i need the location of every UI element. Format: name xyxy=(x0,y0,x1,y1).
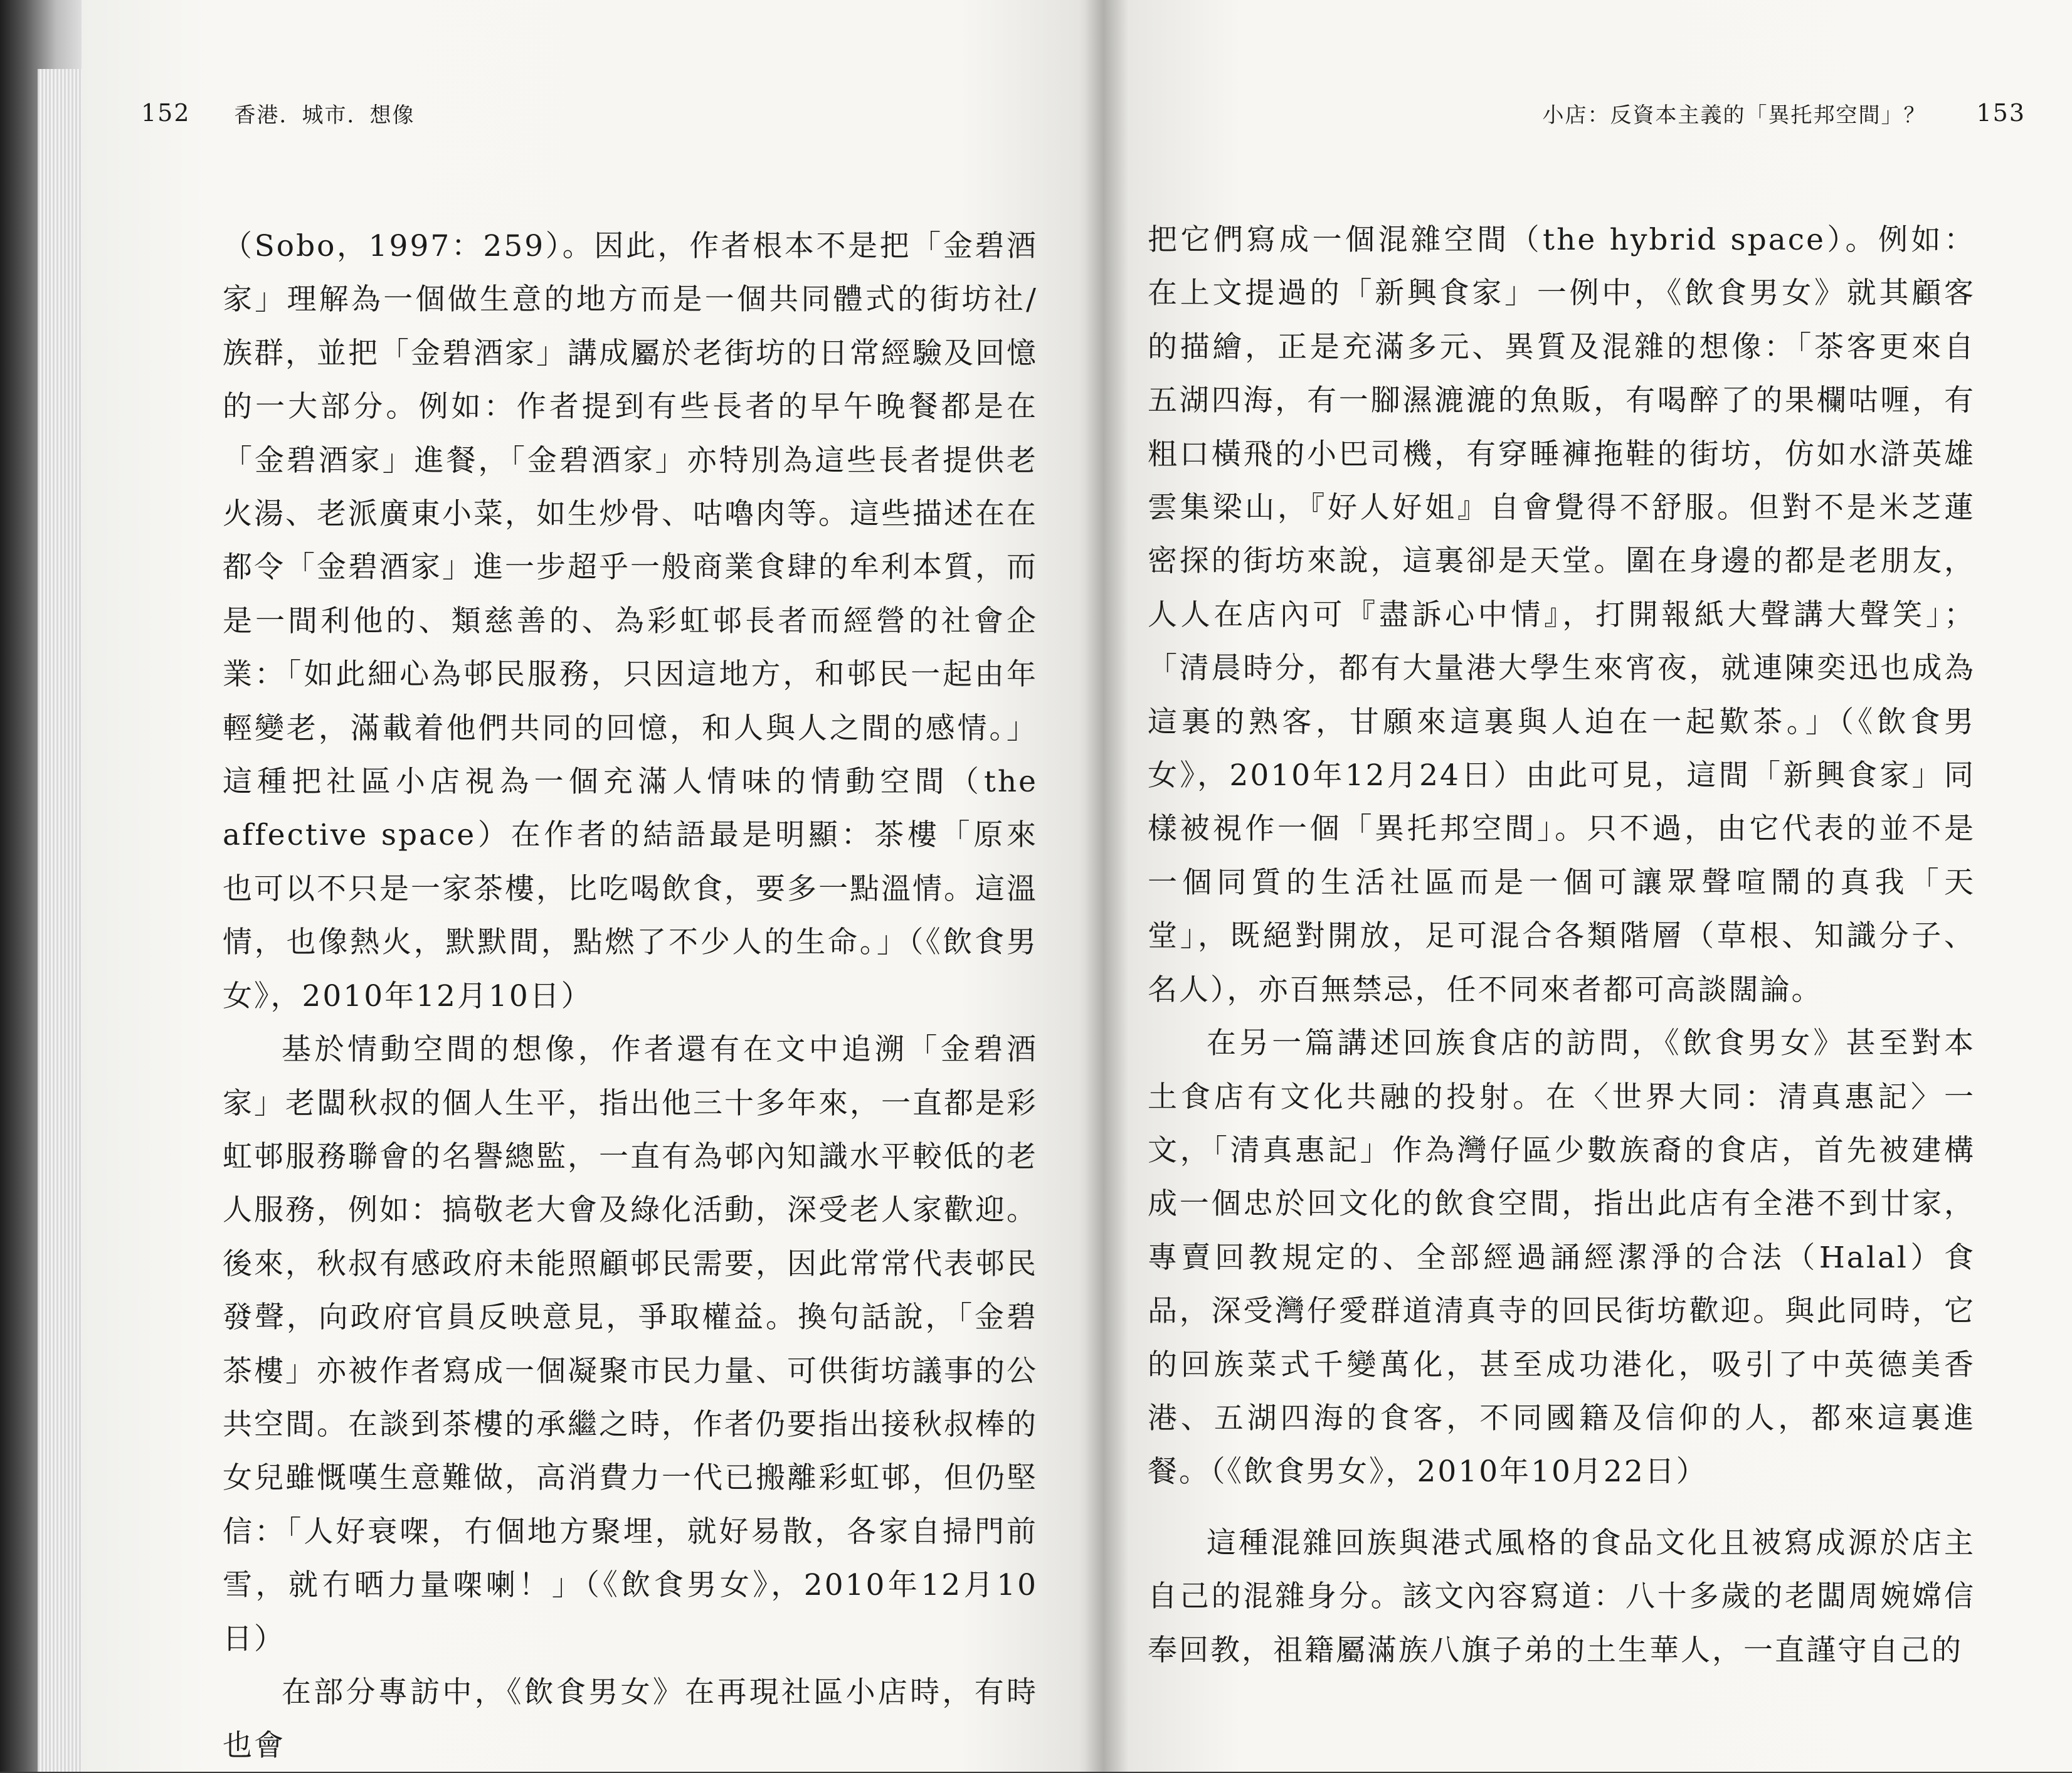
paragraph: 這種混雜回族與港式風格的食品文化且被寫成源於店主自己的混雜身分。該文內容寫道：八十多歲的老闆周婉嫦信奉回教，祖籍屬滿族八旗子弟的土生華人，一直謹守自己的 xyxy=(1148,1525,1975,1668)
right-running-title: 小店：反資本主義的「異托邦空間」？ xyxy=(1542,102,1927,128)
left-running-head xyxy=(141,93,1082,133)
left-page-number: 152 xyxy=(141,99,191,127)
paragraph: 在部分專訪中，《飲食男女》在再現社區小店時，有時也會 xyxy=(223,1675,1038,1764)
paragraph: （Sobo，1997：259）。因此，作者根本不是把「金碧酒家」理解為一個做生意的地方而是一個共同體式的街坊社/族群，並把「金碧酒家」講成屬於老街坊的日常經驗及回憶的一大部分。例如：作者提到有些長者的早午晚餐都是在「金碧酒家」進餐，「金碧酒家」亦特別為這些長者提供老火湯、老派廣東小菜，如生炒骨、咕嚕肉等。這些描述在在都令「金碧酒家」進一步超乎一般商業食肆的牟利本質，而是一間利他的、類慈善的、為彩虹邨長者而經營的社會企業：「如此細心為邨民服務，只因這地方，和邨民一起由年輕變老，滿載着他們共同的回憶，和人與人之間的感情。」這種把社區小店視為一個充滿人情味的情動空間（the affective space）在作者的結語最是明顯：茶樓「原來也可以不只是一家茶樓，比吃喝飲食，要多一點溫情。這溫情，也像熱火，默默間，點燃了不少人的生命。」（《飲食男女》，2010年12月10日） xyxy=(223,229,1038,1014)
right-body-text xyxy=(1148,213,1975,1677)
paragraph: 把它們寫成一個混雜空間（the hybrid space）。例如：在上文提過的「新興食家」一例中，《飲食男女》就其顧客的描繪，正是充滿多元、異質及混雜的想像：「茶客更來自五湖四海，有一腳濕漉漉的魚販，有喝醉了的果欄咕喱，有粗口橫飛的小巴司機，有穿睡褲拖鞋的街坊，仿如水滸英雄雲集梁山，『好人好姐』自會覺得不舒服。但對不是米芝蓮密探的街坊來說，這裏卻是天堂。圍在身邊的都是老朋友，人人在店內可『盡訴心中情』，打開報紙大聲講大聲笑」；「清晨時分，都有大量港大學生來宵夜，就連陳奕迅也成為這裏的熟客，甘願來這裏與人迫在一起歎茶。」（《飲食男女》，2010年12月24日）由此可見，這間「新興食家」同樣被視作一個「異托邦空間」。只不過，由它代表的並不是一個同質的生活社區而是一個可讓眾聲喧鬧的真我「天堂」，既絕對開放，足可混合各類階層（草根、知識分子、名人），亦百無禁忌，任不同來者都可高談闊論。 xyxy=(1148,223,1975,1007)
paragraph: 在另一篇講述回族食店的訪問，《飲食男女》甚至對本土食店有文化共融的投射。在〈世界大同：清真惠記〉一文，「清真惠記」作為灣仔區少數族裔的食店，首先被建構成一個忠於回文化的飲食空間，指出此店有全港不到廿家，專賣回教規定的、全部經過誦經潔淨的合法（Halal）食品，深受灣仔愛群道清真寺的回民街坊歡迎。與此同時，它的回族菜式千變萬化，甚至成功港化，吸引了中英德美香港、五湖四海的食客，不同國籍及信仰的人，都來這裏進餐。（《飲食男女》，2010年10月22日） xyxy=(1148,1026,1975,1490)
right-running-head xyxy=(1148,93,2026,133)
book-gutter xyxy=(1079,0,1129,1772)
paragraph: 基於情動空間的想像，作者還有在文中追溯「金碧酒家」老闆秋叔的個人生平，指出他三十多年來，一直都是彩虹邨服務聯會的名譽總監，一直有為邨內知識水平較低的老人服務，例如：搞敬老大會及綠化活動，深受老人家歡迎。後來，秋叔有感政府未能照顧邨民需要，因此常常代表邨民發聲，向政府官員反映意見，爭取權益。換句話說，「金碧茶樓」亦被作者寫成一個凝聚市民力量、可供街坊議事的公共空間。在談到茶樓的承繼之時，作者仍要指出接秋叔棒的女兒雖慨嘆生意難做，高消費力一代已搬離彩虹邨，但仍堅信：「人好衰㗎，冇個地方聚埋，就好易散，各家自掃門前雪，就冇晒力量㗎喇！」（《飲食男女》，2010年12月10日） xyxy=(223,1032,1038,1656)
left-running-title: 香港．城市．想像 xyxy=(234,102,415,128)
right-page-number: 153 xyxy=(1976,99,2026,127)
left-body-text xyxy=(223,220,1038,1773)
